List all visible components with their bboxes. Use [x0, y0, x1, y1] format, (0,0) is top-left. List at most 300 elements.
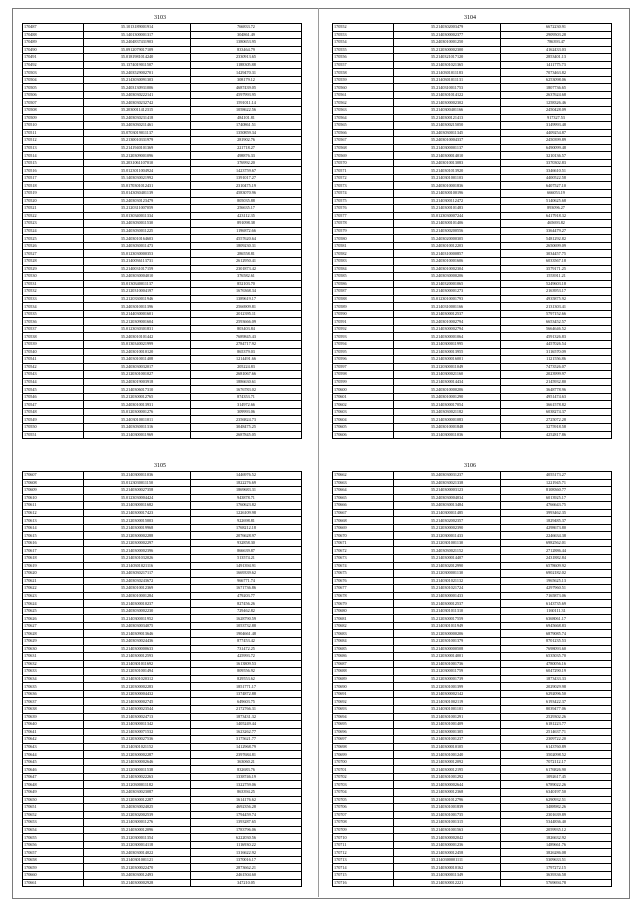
- amount-cell: 2461504.60: [191, 871, 302, 879]
- code-cell: 35.0123030004424: [84, 494, 191, 502]
- table-row: [333, 849, 612, 857]
- table-row: [333, 819, 612, 827]
- code-cell: 35.2140301011949: [394, 622, 501, 630]
- row-id-cell: 170505: [23, 84, 84, 92]
- code-cell: 35.2403010011396: [84, 303, 191, 311]
- row-id-cell: 170607: [23, 472, 84, 480]
- table-row: [23, 728, 302, 736]
- table-row: [23, 129, 302, 137]
- amount-cell: 6181223.77: [501, 721, 612, 729]
- code-cell: 35.2403010012369: [84, 585, 191, 593]
- table-row: [23, 84, 302, 92]
- code-cell: 35.2403030011345: [394, 129, 501, 137]
- amount-cell: 6945668.83: [501, 622, 612, 630]
- row-id-cell: 170670: [333, 532, 394, 540]
- amount-cell: 479203.77: [191, 592, 302, 600]
- amount-cell: 2145932.80: [501, 378, 612, 386]
- table-row: [23, 416, 302, 424]
- table-row: [333, 310, 612, 318]
- amount-cell: 1809230.31: [191, 242, 302, 250]
- table-row: [333, 532, 612, 540]
- row-id-cell: 170603: [333, 408, 394, 416]
- code-cell: 35.2403030011530: [84, 220, 191, 228]
- table-row: [333, 363, 612, 371]
- code-cell: 35.2403030014022: [84, 849, 191, 857]
- row-id-cell: 170627: [23, 622, 84, 630]
- row-id-cell: 170611: [23, 502, 84, 510]
- amount-cell: 1411775.73: [501, 61, 612, 69]
- code-cell: 35.2140301001291: [394, 713, 501, 721]
- code-cell: 35.2403010004337: [394, 137, 501, 145]
- table-row: [333, 796, 612, 804]
- amount-cell: 1380653.95: [191, 39, 302, 47]
- amount-cell: 6143760.89: [501, 743, 612, 751]
- code-cell: 35.2140300002396: [84, 547, 191, 555]
- row-id-cell: 170601: [333, 393, 394, 401]
- table-row: [23, 773, 302, 781]
- row-id-cell: 170580: [333, 235, 394, 243]
- amount-cell: 3116570.09: [501, 348, 612, 356]
- table-row: [333, 182, 612, 190]
- row-id-cell: 170541: [23, 356, 84, 364]
- table-row: [23, 295, 302, 303]
- row-id-cell: 170506: [23, 91, 84, 99]
- code-cell: 35.2120300012765: [84, 393, 191, 401]
- code-cell: 35.2403010001290: [394, 393, 501, 401]
- row-id-cell: 170663: [333, 479, 394, 487]
- amount-cell: 4951474.63: [501, 393, 612, 401]
- code-cell: 35.2140300012458: [394, 849, 501, 857]
- table-row: [23, 190, 302, 198]
- amount-cell: 6047290.19: [501, 668, 612, 676]
- row-id-cell: 170531: [23, 280, 84, 288]
- code-cell: 35.2403030217117: [84, 570, 191, 578]
- code-cell: 35.2403030000206: [394, 273, 501, 281]
- code-cell: 35.2140300023544: [84, 705, 191, 713]
- table-row: [23, 622, 302, 630]
- table-row: [23, 197, 302, 205]
- row-id-cell: 170631: [23, 653, 84, 661]
- code-cell: 35.2403010001606: [394, 257, 501, 265]
- amount-cell: 2784717.92: [191, 340, 302, 348]
- row-id-cell: 170490: [23, 46, 84, 54]
- amount-cell: 1760623.82: [191, 502, 302, 510]
- table-row: [23, 653, 302, 661]
- table-row: [333, 879, 612, 887]
- row-id-cell: 170640: [23, 721, 84, 729]
- row-id-cell: 170623: [23, 592, 84, 600]
- row-id-cell: 170533: [23, 295, 84, 303]
- table-row: [333, 212, 612, 220]
- row-id-cell: 170545: [23, 386, 84, 394]
- code-cell: 35.0130340011137: [84, 280, 191, 288]
- table-row: [23, 76, 302, 84]
- table-row: [23, 841, 302, 849]
- table-row: [333, 781, 612, 789]
- row-id-cell: 170629: [23, 638, 84, 646]
- code-cell: 35.2140301001563: [394, 826, 501, 834]
- amount-cell: 1671736.86: [191, 585, 302, 593]
- table-row: [333, 524, 612, 532]
- row-id-cell: 170551: [23, 431, 84, 439]
- code-cell: 35.2140301001409: [394, 721, 501, 729]
- row-id-cell: 170615: [23, 532, 84, 540]
- row-id-cell: 170708: [333, 819, 394, 827]
- table-row: [333, 494, 612, 502]
- code-cell: 35.2140300011036: [394, 431, 501, 439]
- table-row: [333, 84, 612, 92]
- amount-cell: 2309722.20: [501, 736, 612, 744]
- row-id-cell: 170596: [333, 356, 394, 364]
- table-row: [333, 517, 612, 525]
- amount-cell: 829553.62: [191, 675, 302, 683]
- block-title: 3105: [154, 463, 166, 469]
- amount-cell: 3346610.51: [501, 167, 612, 175]
- row-id-cell: 170643: [23, 743, 84, 751]
- row-id-cell: 170521: [23, 205, 84, 213]
- row-id-cell: 170625: [23, 607, 84, 615]
- row-id-cell: 170700: [333, 758, 394, 766]
- code-cell: 35.2140300215050: [394, 122, 501, 130]
- code-cell: 35.2140300001111: [394, 856, 501, 864]
- table-row: [23, 107, 302, 115]
- amount-cell: 877453.42: [191, 638, 302, 646]
- code-cell: 35.2140300001137: [394, 144, 501, 152]
- row-id-cell: 170518: [23, 182, 84, 190]
- row-id-cell: 170585: [333, 273, 394, 281]
- code-cell: 35.2140301032026: [84, 555, 191, 563]
- row-id-cell: 170633: [23, 668, 84, 676]
- row-id-cell: 170632: [23, 660, 84, 668]
- table-row: [23, 819, 302, 827]
- amount-cell: 932858.30: [191, 539, 302, 547]
- table-row: [333, 46, 612, 54]
- code-cell: 35.2120300027536: [84, 736, 191, 744]
- row-id-cell: 170549: [23, 416, 84, 424]
- amount-cell: 484101.81: [191, 114, 302, 122]
- code-cell: 35.2120301001379: [394, 638, 501, 646]
- table-row: [333, 856, 612, 864]
- table-row: [333, 273, 612, 281]
- code-cell: 35.2120300017559: [394, 615, 501, 623]
- row-id-cell: 170514: [23, 152, 84, 160]
- code-cell: 35.2140300121413: [394, 114, 501, 122]
- amount-cell: 423112.35: [191, 212, 302, 220]
- amount-cell: 2529302.26: [501, 713, 612, 721]
- amount-cell: 347210.05: [191, 879, 302, 887]
- row-id-cell: 170561: [333, 91, 394, 99]
- amount-cell: 286558.81: [191, 250, 302, 258]
- amount-cell: 2712886.44: [501, 547, 612, 555]
- table-row: [23, 494, 302, 502]
- code-cell: 35.2140300014010: [394, 152, 501, 160]
- table-row: [333, 728, 612, 736]
- row-id-cell: 170520: [23, 197, 84, 205]
- code-cell: 35.2120300014001: [394, 653, 501, 661]
- table-row: [23, 690, 302, 698]
- code-cell: 35.2140036113731: [84, 257, 191, 265]
- amount-cell: 6038274.37: [501, 408, 612, 416]
- table-row: [333, 811, 612, 819]
- table-row: [333, 502, 612, 510]
- table-row: [333, 562, 612, 570]
- table-row: [333, 144, 612, 152]
- table-row: [23, 54, 302, 62]
- table-row: [23, 487, 302, 495]
- amount-cell: 865379.03: [191, 348, 302, 356]
- code-cell: 35.2140300014434: [394, 378, 501, 386]
- amount-cell: 5344836.40: [501, 819, 612, 827]
- code-cell: 35.2403010011011: [84, 416, 191, 424]
- row-id-cell: 170560: [333, 84, 394, 92]
- row-id-cell: 170570: [333, 159, 394, 167]
- code-cell: 35.2403030032017: [84, 363, 191, 371]
- code-cell: 35.2140300014407: [394, 555, 501, 563]
- code-cell: 35.2140301001735: [394, 811, 501, 819]
- row-id-cell: 170523: [23, 220, 84, 228]
- row-id-cell: 170707: [333, 811, 394, 819]
- amount-cell: 1429470.31: [191, 69, 302, 77]
- row-id-cell: 170512: [23, 137, 84, 145]
- row-id-cell: 170565: [333, 122, 394, 130]
- amount-cell: 943878.71: [191, 494, 302, 502]
- row-id-cell: 170552: [333, 24, 394, 32]
- row-id-cell: 170537: [23, 325, 84, 333]
- amount-cell: 786393.47: [501, 39, 612, 47]
- code-cell: 35.2140300011682: [84, 502, 191, 510]
- row-id-cell: 170556: [333, 54, 394, 62]
- code-cell: 35.2120310004197: [84, 288, 191, 296]
- code-cell: 35.2140301014122: [394, 91, 501, 99]
- amount-cell: 3579171.25: [501, 265, 612, 273]
- amount-cell: 1873431.32: [191, 713, 302, 721]
- row-id-cell: 170653: [23, 819, 84, 827]
- code-cell: 35.2140310011753: [394, 84, 501, 92]
- row-id-cell: 170542: [23, 363, 84, 371]
- table-row: [333, 431, 612, 439]
- row-id-cell: 170650: [23, 796, 84, 804]
- row-id-cell: 170609: [23, 487, 84, 495]
- row-id-cell: 170692: [333, 698, 394, 706]
- amount-cell: 2687845.05: [191, 431, 302, 439]
- code-cell: 35.2141940101369: [84, 144, 191, 152]
- row-id-cell: 170595: [333, 348, 394, 356]
- row-id-cell: 170604: [333, 416, 394, 424]
- code-cell: 35.2140301001103: [394, 174, 501, 182]
- amount-cell: 4591326.83: [501, 333, 612, 341]
- table-row: [333, 423, 612, 431]
- code-cell: 35.2120300002287: [84, 751, 191, 759]
- table-row: [23, 630, 302, 638]
- amount-cell: 1822276.69: [191, 479, 302, 487]
- code-cell: 35.2120301001027: [84, 371, 191, 379]
- row-id-cell: 170616: [23, 539, 84, 547]
- amount-cell: 4457026.54: [501, 340, 612, 348]
- amount-cell: 3175621.77: [191, 736, 302, 744]
- table-row: [333, 804, 612, 812]
- table-row: [333, 54, 612, 62]
- code-cell: 35.2140031017159: [84, 265, 191, 273]
- row-id-cell: 170676: [333, 577, 394, 585]
- table-row: [333, 265, 612, 273]
- row-id-cell: 170592: [333, 325, 394, 333]
- amount-cell: 1869683.31: [191, 487, 302, 495]
- table-row: [23, 472, 302, 480]
- code-cell: 35.2403010002304: [394, 265, 501, 273]
- amount-cell: 731472.25: [191, 645, 302, 653]
- table-row: [23, 781, 302, 789]
- row-id-cell: 170543: [23, 371, 84, 379]
- row-id-cell: 170646: [23, 766, 84, 774]
- amount-cell: 1058622.56: [191, 107, 302, 115]
- amount-cell: 2514637.71: [501, 728, 612, 736]
- code-cell: 35.2140300011995: [394, 340, 501, 348]
- code-cell: 35.2140300011969: [84, 431, 191, 439]
- amount-cell: 1389619.17: [191, 295, 302, 303]
- amount-cell: 1628790.59: [191, 615, 302, 623]
- code-cell: 35.2120311007059: [84, 205, 191, 213]
- amount-cell: 3275918.58: [501, 423, 612, 431]
- table-row: [333, 137, 612, 145]
- code-cell: 35.2120300015003: [84, 517, 191, 525]
- code-cell: 35.2140301021152: [84, 743, 191, 751]
- row-id-cell: 170661: [23, 879, 84, 887]
- amount-cell: 465693.82: [501, 220, 612, 228]
- row-id-cell: 170671: [333, 539, 394, 547]
- row-id-cell: 170600: [333, 386, 394, 394]
- row-id-cell: 170492: [23, 61, 84, 69]
- amount-cell: 2023999.97: [501, 371, 612, 379]
- amount-cell: 6143735.69: [501, 600, 612, 608]
- code-cell: 35.2403030031237: [394, 472, 501, 480]
- row-id-cell: 170665: [333, 494, 394, 502]
- row-id-cell: 170579: [333, 227, 394, 235]
- table-row: [333, 348, 612, 356]
- table-row: [333, 743, 612, 751]
- table-row: [23, 675, 302, 683]
- row-id-cell: 170709: [333, 826, 394, 834]
- table-block-3105: [22, 462, 298, 887]
- data-table: [22, 471, 302, 887]
- table-row: [333, 190, 612, 198]
- amount-cell: 8701235.53: [501, 638, 612, 646]
- row-id-cell: 170691: [333, 690, 394, 698]
- code-cell: 35.2140300011349: [394, 871, 501, 879]
- table-row: [333, 280, 612, 288]
- row-id-cell: 170624: [23, 600, 84, 608]
- amount-cell: 922698.81: [191, 517, 302, 525]
- table-row: [23, 356, 302, 364]
- code-cell: 35.2403010001250: [394, 39, 501, 47]
- amount-cell: 2725072.28: [501, 416, 612, 424]
- table-row: [333, 250, 612, 258]
- row-id-cell: 170677: [333, 585, 394, 593]
- amount-cell: 3488982.26: [501, 804, 612, 812]
- code-cell: 35.2140300012195: [394, 766, 501, 774]
- code-cell: 35.2120301001494: [84, 668, 191, 676]
- code-cell: 35.2140300011276: [84, 819, 191, 827]
- table-row: [23, 743, 302, 751]
- table-row: [333, 416, 612, 424]
- amount-cell: 1783796.06: [191, 826, 302, 834]
- row-id-cell: 170645: [23, 758, 84, 766]
- row-id-cell: 170610: [23, 494, 84, 502]
- row-id-cell: 170562: [333, 99, 394, 107]
- row-id-cell: 170662: [333, 472, 394, 480]
- code-cell: 35.2140300027358: [84, 487, 191, 495]
- amount-cell: 891098.38: [191, 220, 302, 228]
- row-id-cell: 170678: [333, 592, 394, 600]
- amount-cell: 4298673.80: [501, 524, 612, 532]
- amount-cell: 2356824.73: [191, 416, 302, 424]
- table-row: [333, 333, 612, 341]
- table-row: [333, 356, 612, 364]
- row-id-cell: 170679: [333, 600, 394, 608]
- table-row: [333, 295, 612, 303]
- amount-cell: 6292096.50: [501, 690, 612, 698]
- amount-cell: 1873433.33: [501, 675, 612, 683]
- amount-cell: 863394.25: [191, 788, 302, 796]
- table-row: [333, 235, 612, 243]
- row-id-cell: 170628: [23, 630, 84, 638]
- amount-cell: 4935875.92: [501, 295, 612, 303]
- row-id-cell: 170612: [23, 509, 84, 517]
- row-id-cell: 170513: [23, 144, 84, 152]
- table-row: [23, 122, 302, 130]
- amount-cell: 2163953.17: [501, 288, 612, 296]
- code-cell: 35.2140301020312: [84, 675, 191, 683]
- amount-cell: 513574.21: [191, 555, 302, 563]
- code-cell: 35.2120300002300: [394, 46, 501, 54]
- table-row: [333, 736, 612, 744]
- code-cell: 35.2403030002230: [84, 607, 191, 615]
- table-row: [23, 479, 302, 487]
- table-row: [333, 509, 612, 517]
- table-row: [333, 99, 612, 107]
- code-cell: 35.2140301001101: [394, 705, 501, 713]
- data-table: [332, 471, 612, 887]
- table-row: [333, 340, 612, 348]
- code-cell: 35.2140301001292: [394, 773, 501, 781]
- amount-cell: 3661578.82: [501, 401, 612, 409]
- amount-cell: 1092617.45: [501, 773, 612, 781]
- amount-cell: 1965625.13: [501, 577, 612, 585]
- amount-cell: 6340197.50: [501, 788, 612, 796]
- row-id-cell: 170527: [23, 250, 84, 258]
- row-id-cell: 170697: [333, 736, 394, 744]
- amount-cell: 4055173.27: [501, 472, 612, 480]
- code-cell: 35.2140300101406: [394, 220, 501, 228]
- amount-cell: 1613809.53: [191, 660, 302, 668]
- row-id-cell: 170613: [23, 517, 84, 525]
- table-row: [333, 698, 612, 706]
- row-id-cell: 170668: [333, 517, 394, 525]
- row-id-cell: 170546: [23, 393, 84, 401]
- amount-cell: 376582.61: [191, 273, 302, 281]
- table-row: [333, 91, 612, 99]
- amount-cell: 6417918.32: [501, 212, 612, 220]
- code-cell: 35.2140301001240: [394, 751, 501, 759]
- amount-cell: 7698093.60: [501, 645, 612, 653]
- code-cell: 35.2140300012096: [84, 826, 191, 834]
- table-row: [333, 69, 612, 77]
- amount-cell: 2909503.28: [501, 31, 612, 39]
- code-cell: 35.2140300010237: [84, 600, 191, 608]
- table-row: [333, 653, 612, 661]
- row-id-cell: 170578: [333, 220, 394, 228]
- table-row: [333, 834, 612, 842]
- code-cell: 35.2140300011952: [84, 615, 191, 623]
